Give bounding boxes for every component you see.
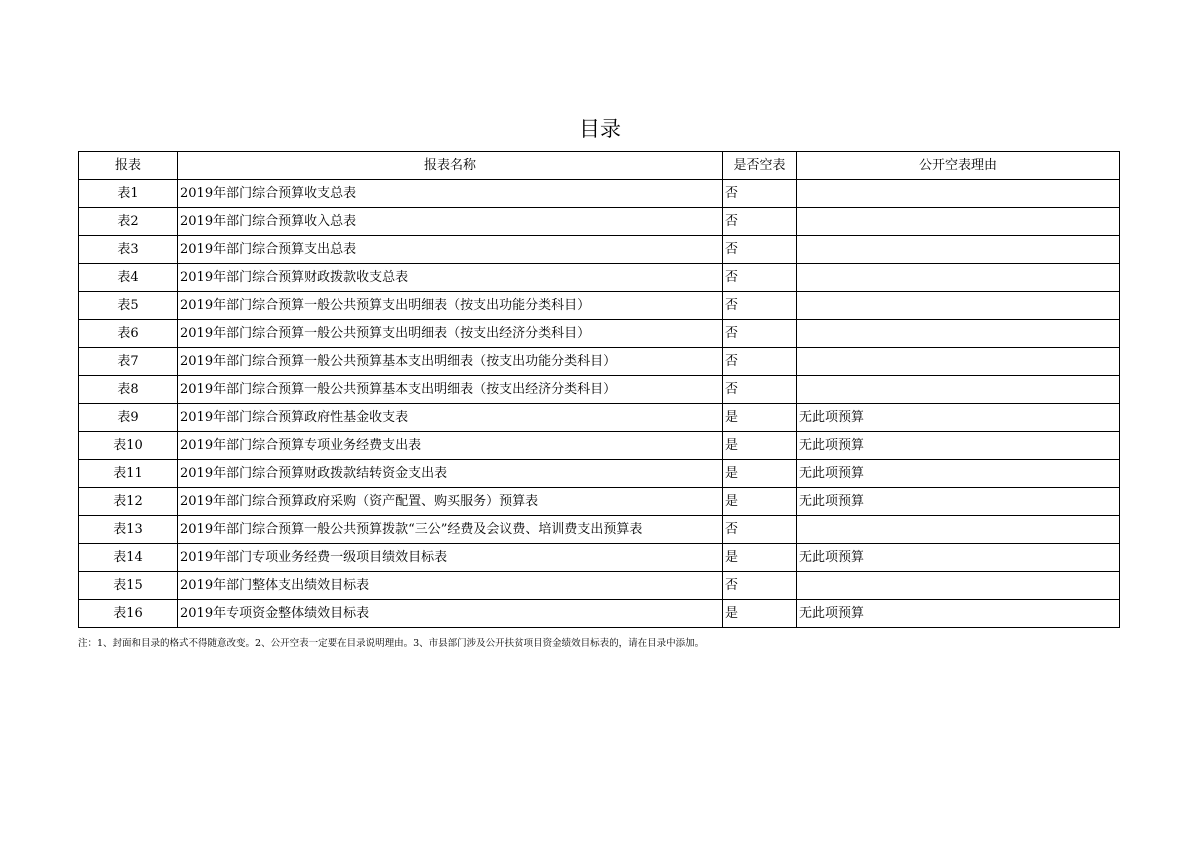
header-reason: 公开空表理由 bbox=[797, 152, 1120, 180]
row-code: 表11 bbox=[79, 460, 178, 488]
table-row bbox=[79, 516, 1120, 544]
table-row bbox=[79, 348, 1120, 376]
row-is-empty: 是 bbox=[723, 600, 797, 628]
row-name: 2019年部门综合预算财政拨款结转资金支出表 bbox=[178, 460, 723, 488]
row-code: 表15 bbox=[79, 572, 178, 600]
row-reason bbox=[797, 376, 1120, 404]
table-row bbox=[79, 208, 1120, 236]
row-code: 表1 bbox=[79, 180, 178, 208]
row-reason bbox=[797, 292, 1120, 320]
row-name: 2019年部门综合预算收支总表 bbox=[178, 180, 723, 208]
row-name: 2019年部门综合预算政府性基金收支表 bbox=[178, 404, 723, 432]
row-reason bbox=[797, 320, 1120, 348]
page-title: 目录 bbox=[579, 117, 621, 141]
row-name: 2019年部门综合预算支出总表 bbox=[178, 236, 723, 264]
row-code: 表9 bbox=[79, 404, 178, 432]
row-reason: 无此项预算 bbox=[797, 544, 1120, 572]
row-reason: 无此项预算 bbox=[797, 404, 1120, 432]
row-is-empty: 是 bbox=[723, 404, 797, 432]
table-row bbox=[79, 488, 1120, 516]
row-name: 2019年部门专项业务经费一级项目绩效目标表 bbox=[178, 544, 723, 572]
row-is-empty: 否 bbox=[723, 376, 797, 404]
row-code: 表13 bbox=[79, 516, 178, 544]
row-is-empty: 是 bbox=[723, 488, 797, 516]
row-name: 2019年部门综合预算一般公共预算基本支出明细表（按支出经济分类科目） bbox=[178, 376, 723, 404]
row-reason: 无此项预算 bbox=[797, 432, 1120, 460]
row-name: 2019年部门综合预算一般公共预算基本支出明细表（按支出功能分类科目） bbox=[178, 348, 723, 376]
footnote: 注：1、封面和目录的格式不得随意改变。2、公开空表一定要在目录说明理由。3、市县部门涉及公开扶贫项目资金绩效目标表的，请在目录中添加。 bbox=[78, 638, 705, 649]
row-code: 表7 bbox=[79, 348, 178, 376]
table-row bbox=[79, 376, 1120, 404]
row-code: 表10 bbox=[79, 432, 178, 460]
row-is-empty: 是 bbox=[723, 544, 797, 572]
row-reason bbox=[797, 516, 1120, 544]
table-row bbox=[79, 264, 1120, 292]
row-name: 2019年部门综合预算一般公共预算支出明细表（按支出功能分类科目） bbox=[178, 292, 723, 320]
header-is-empty: 是否空表 bbox=[723, 152, 797, 180]
row-code: 表2 bbox=[79, 208, 178, 236]
row-reason bbox=[797, 572, 1120, 600]
row-name: 2019年部门综合预算收入总表 bbox=[178, 208, 723, 236]
row-code: 表5 bbox=[79, 292, 178, 320]
table-row bbox=[79, 404, 1120, 432]
row-is-empty: 是 bbox=[723, 460, 797, 488]
row-name: 2019年部门综合预算政府采购（资产配置、购买服务）预算表 bbox=[178, 488, 723, 516]
table-row bbox=[79, 544, 1120, 572]
row-code: 表6 bbox=[79, 320, 178, 348]
table-row bbox=[79, 320, 1120, 348]
row-code: 表16 bbox=[79, 600, 178, 628]
row-code: 表3 bbox=[79, 236, 178, 264]
row-name: 2019年部门综合预算一般公共预算拨款“三公”经费及会议费、培训费支出预算表 bbox=[178, 516, 723, 544]
table-row bbox=[79, 572, 1120, 600]
table-row bbox=[79, 236, 1120, 264]
header-name: 报表名称 bbox=[178, 152, 723, 180]
header-code: 报表 bbox=[79, 152, 178, 180]
row-name: 2019年部门综合预算专项业务经费支出表 bbox=[178, 432, 723, 460]
table-row bbox=[79, 292, 1120, 320]
table-row bbox=[79, 460, 1120, 488]
row-is-empty: 否 bbox=[723, 348, 797, 376]
row-name: 2019年部门综合预算财政拨款收支总表 bbox=[178, 264, 723, 292]
catalog-table bbox=[78, 151, 1120, 628]
table-row bbox=[79, 432, 1120, 460]
row-is-empty: 否 bbox=[723, 572, 797, 600]
table-row bbox=[79, 600, 1120, 628]
table-header-row bbox=[79, 152, 1120, 180]
row-reason: 无此项预算 bbox=[797, 488, 1120, 516]
row-is-empty: 否 bbox=[723, 292, 797, 320]
row-is-empty: 否 bbox=[723, 236, 797, 264]
row-reason: 无此项预算 bbox=[797, 600, 1120, 628]
row-is-empty: 是 bbox=[723, 432, 797, 460]
table-row bbox=[79, 180, 1120, 208]
row-is-empty: 否 bbox=[723, 516, 797, 544]
row-is-empty: 否 bbox=[723, 320, 797, 348]
row-name: 2019年部门整体支出绩效目标表 bbox=[178, 572, 723, 600]
row-code: 表4 bbox=[79, 264, 178, 292]
row-reason bbox=[797, 208, 1120, 236]
row-is-empty: 否 bbox=[723, 208, 797, 236]
row-name: 2019年部门综合预算一般公共预算支出明细表（按支出经济分类科目） bbox=[178, 320, 723, 348]
row-is-empty: 否 bbox=[723, 180, 797, 208]
row-reason bbox=[797, 348, 1120, 376]
row-code: 表8 bbox=[79, 376, 178, 404]
row-code: 表12 bbox=[79, 488, 178, 516]
row-reason bbox=[797, 264, 1120, 292]
row-reason: 无此项预算 bbox=[797, 460, 1120, 488]
row-is-empty: 否 bbox=[723, 264, 797, 292]
row-code: 表14 bbox=[79, 544, 178, 572]
row-name: 2019年专项资金整体绩效目标表 bbox=[178, 600, 723, 628]
row-reason bbox=[797, 236, 1120, 264]
row-reason bbox=[797, 180, 1120, 208]
